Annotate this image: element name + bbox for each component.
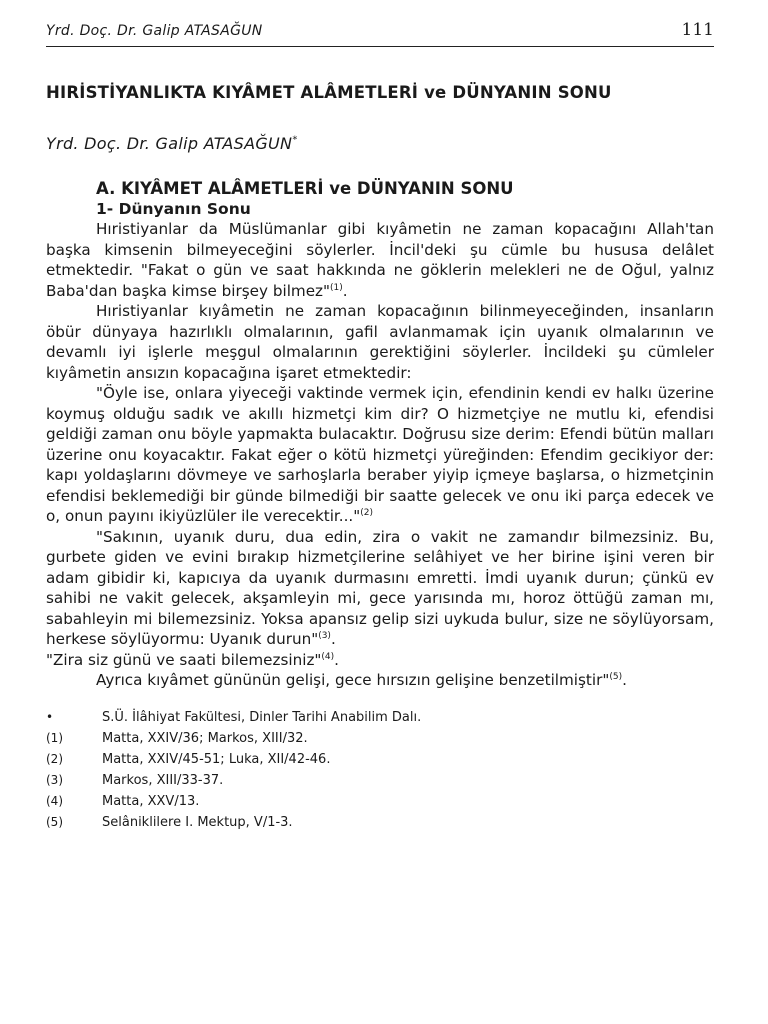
paragraph: "Sakının, uyanık duru, dua edin, zira o vakit ne zamandır bilmezsiniz. Bu, gurbete giden ve evini bırakıp hizmetçilerine selâhiyet ve her birine işini veren bir adam gibidir ki, kapıcıya da uyanık durmasını emretti. İmdi uyanık durun; çünkü ev sahibi ne vakit gelecek, akşamleyin mi, gece yarısında mı, horoz öttüğü zaman mı, sabahleyin mi bilemezsiniz. Yoksa apansız gelip sizi uykuda bulur, size ne söylüyorsam, herkese söylüyormu: Uyanık durun"$^{(3)}$. bbox=[46, 527, 714, 648]
byline bbox=[46, 134, 714, 153]
footnote-mark: (4) bbox=[46, 793, 63, 808]
footnote-text: Markos, XIII/33-37. bbox=[102, 772, 224, 788]
section-heading: A. KIYÂMET ALÂMETLERİ ve DÜNYANIN SONU bbox=[96, 179, 514, 198]
byline-author: Yrd. Doç. Dr. Galip ATASAĞUN bbox=[46, 134, 293, 153]
footnote-mark: (5) bbox=[46, 814, 63, 829]
footnote-mark: • bbox=[46, 709, 54, 724]
footnote-ref: (4) bbox=[321, 651, 335, 662]
footnote bbox=[46, 791, 714, 812]
footnote-text: Matta, XXIV/36; Markos, XIII/32. bbox=[102, 730, 308, 746]
footnote-mark: (3) bbox=[46, 772, 63, 787]
paragraph: Ayrıca kıyâmet gününün gelişi, gece hırsızın gelişine benzetilmiştir"$^{(5)}$. bbox=[96, 671, 627, 689]
footnote bbox=[46, 749, 714, 770]
footnote-mark: (2) bbox=[46, 751, 63, 766]
footnote-ref: (1) bbox=[330, 282, 343, 293]
byline-footnote-mark: * bbox=[292, 134, 298, 146]
footnote-ref: (2) bbox=[360, 508, 373, 518]
running-head-author: Yrd. Doç. Dr. Galip ATASAĞUN bbox=[46, 23, 263, 39]
footnote bbox=[46, 770, 714, 791]
footnote-ref: (3) bbox=[318, 631, 331, 641]
footnote bbox=[46, 728, 714, 749]
footnote bbox=[46, 707, 714, 728]
subsection-heading: 1- Dünyanın Sonu bbox=[96, 200, 251, 218]
footnote-text: Matta, XXV/13. bbox=[102, 793, 200, 809]
footnote-ref: (5) bbox=[609, 672, 623, 682]
paragraph: Hıristiyanlar da Müslümanlar gibi kıyâmetin ne zaman kopacağını Allah'tan başka kimsenin bilmeyeceğini söylerler. İncil'deki şu cümle bu hususa delâlet etmektedir. "Fakat o gün ve saat hakkında ne göklerin melekleri ne de Oğul, yalnız Baba'dan başka kimse birşey bilmez"$^{(1)}$. bbox=[46, 220, 714, 300]
footnote-text: Matta, XXIV/45-51; Luka, XII/42-46. bbox=[102, 751, 331, 767]
paragraph: "Öyle ise, onlara yiyeceği vaktinde vermek için, efendinin kendi ev halkı üzerine koymuş olduğu sadık ve akıllı hizmetçi kim dir? O hizmetçiye ne mutlu ki, efendisi geldiği zaman onu böyle yapmakta bulacaktır. Doğrusu size derim: Efendi bütün malları üzerine onu koyacaktır. Fakat eğer o kötü hizmetçi yüreğinden: Efendim gecikiyor der: kapı yoldaşlarını dövmeye ve sarhoşlarla beraber yiyip içmeye başlarsa, o hizmetçinin efendisi beklemediği bir günde bilmediği bir saatte gelecek ve onu iki parça edecek ve o, onun payını ikiyüzlüler ile verecektir..."$^{(2)}$ bbox=[46, 384, 714, 525]
running-head bbox=[46, 20, 714, 47]
footnote bbox=[46, 812, 714, 833]
footnote-text: Selâniklilere I. Mektup, V/1-3. bbox=[102, 814, 293, 830]
body-text bbox=[46, 219, 714, 691]
paragraph: Hıristiyanlar kıyâmetin ne zaman kopacağının bilinmeyeceğinden, insanların öbür dünyaya hazırlıklı olmalarının, gafil avlanmamak için uyanık olmalarının ve devamlı iyi işlerle meşgul olmalarının gerektiğini söylerler. İncildeki şu cümleler kıyâmetin ansızın kopacağına işaret etmektedir: bbox=[46, 302, 714, 382]
footnote-mark: (1) bbox=[46, 730, 63, 745]
footnote-text: S.Ü. İlâhiyat Fakültesi, Dinler Tarihi Anabilim Dalı. bbox=[102, 709, 422, 725]
paragraph: "Zira siz günü ve saati bilemezsiniz"$^{(4)}$. bbox=[46, 650, 339, 669]
page bbox=[46, 20, 714, 833]
footnotes bbox=[46, 707, 714, 833]
article-title: HIRİSTİYANLIKTA KIYÂMET ALÂMETLERİ ve DÜNYANIN SONU bbox=[46, 83, 612, 102]
page-number: 111 bbox=[681, 20, 714, 40]
